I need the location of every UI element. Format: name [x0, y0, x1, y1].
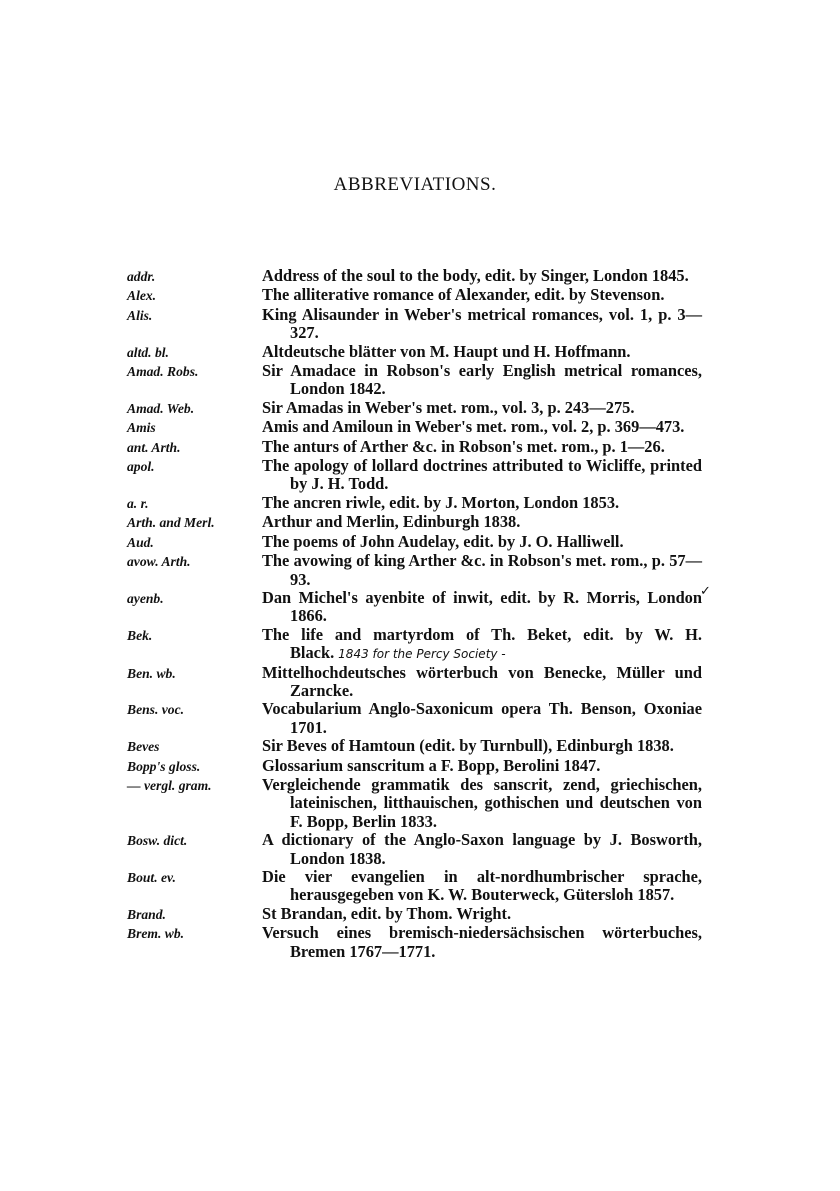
entry-text: Glossarium sanscritum a F. Bopp, Berolini 1847.	[262, 755, 601, 775]
entry-text: The apology of lollard doctrines attributed to Wicliffe, printed by J. H. Todd.	[262, 456, 702, 494]
list-item	[127, 924, 702, 961]
entry-definition	[262, 589, 702, 626]
entry-definition	[262, 267, 702, 285]
entry-text: Sir Amadas in Weber's met. rom., vol. 3, p. 243—275.	[262, 397, 635, 417]
abbreviation-list	[127, 267, 702, 961]
list-item	[127, 552, 702, 589]
list-item	[127, 362, 702, 399]
entry-text: Amis and Amiloun in Weber's met. rom., vol. 2, p. 369—473.	[262, 417, 685, 437]
entry-abbreviation: ayenb.	[127, 590, 164, 606]
entry-text: Vocabularium Anglo-Saxonicum opera Th. Benson, Oxoniae 1701.	[262, 699, 702, 737]
entry-text: King Alisaunder in Weber's metrical romances, vol. 1, p. 3—327.	[262, 304, 702, 343]
entry-text: Die vier evangelien in alt-nordhumbrischer sprache, herausgegeben von K. W. Bouterweck, Gütersloh 1857.	[262, 867, 702, 905]
entry-definition	[262, 343, 702, 361]
entry-abbreviation: avow. Arth.	[127, 554, 191, 570]
entry-text: Mittelhochdeutsches wörterbuch von Benecke, Müller und Zarncke.	[262, 662, 702, 700]
list-item	[127, 831, 702, 868]
list-item	[127, 664, 702, 701]
entry-definition	[262, 924, 702, 961]
entry-definition	[262, 286, 702, 304]
entry-text: Altdeutsche blätter von M. Haupt und H. Hoffmann.	[262, 341, 631, 361]
entry-abbreviation: altd. bl.	[127, 344, 169, 360]
list-item	[127, 737, 702, 756]
entry-abbreviation: Alis.	[127, 307, 153, 323]
entry-text: The alliterative romance of Alexander, edit. by Stevenson.	[262, 285, 665, 305]
entry-abbreviation: Beves	[127, 739, 160, 755]
entry-definition	[262, 757, 702, 775]
entry-definition	[262, 664, 702, 701]
entry-definition	[262, 418, 702, 436]
list-item	[127, 905, 702, 924]
entry-abbreviation: — vergl. gram.	[127, 777, 212, 793]
entry-text: St Brandan, edit. by Thom. Wright.	[262, 903, 512, 923]
entry-definition	[262, 737, 702, 755]
entry-abbreviation: Bens. voc.	[127, 702, 185, 718]
entry-definition	[262, 905, 702, 923]
list-item	[127, 438, 702, 457]
list-item	[127, 868, 702, 905]
entry-text: Arthur and Merlin, Edinburgh 1838.	[262, 512, 521, 532]
entry-definition	[262, 513, 702, 531]
entry-text: Dan Michel's ayenbite of inwit, edit. by R. Morris, London 1866.	[262, 587, 702, 626]
entry-abbreviation: Bosw. dict.	[127, 833, 188, 849]
list-item	[127, 589, 702, 626]
list-item	[127, 776, 702, 831]
entry-abbreviation: Ben. wb.	[127, 665, 176, 681]
entry-abbreviation: Aud.	[127, 534, 154, 550]
entry-abbreviation: ant. Arth.	[127, 439, 181, 455]
handwritten-annotation: 1843 for the Percy Society -	[338, 647, 506, 662]
entry-text: The avowing of king Arther &c. in Robson's met. rom., p. 57—93.	[262, 551, 702, 589]
entry-definition	[262, 831, 702, 868]
entry-definition	[262, 533, 702, 551]
entry-definition	[262, 438, 702, 456]
entry-definition	[262, 399, 702, 417]
check-mark-icon: ✓	[700, 584, 711, 599]
list-item	[127, 286, 702, 305]
list-item	[127, 399, 702, 418]
list-item	[127, 418, 702, 437]
list-item	[127, 267, 702, 286]
entry-text: A dictionary of the Anglo-Saxon language by J. Bosworth, London 1838.	[262, 830, 702, 868]
entry-text: The poems of John Audelay, edit. by J. O. Halliwell.	[262, 531, 624, 551]
entry-abbreviation: Amad. Web.	[127, 400, 195, 416]
list-item	[127, 757, 702, 776]
entry-text: The life and martyrdom of Th. Beket, edit. by W. H. Black.	[262, 624, 702, 663]
entry-text: The ancren riwle, edit. by J. Morton, London 1853.	[262, 492, 620, 512]
entry-abbreviation: Amad. Robs.	[127, 364, 199, 380]
list-item	[127, 457, 702, 494]
entry-definition	[262, 868, 702, 905]
list-item	[127, 700, 702, 737]
entry-abbreviation: Brem. wb.	[127, 926, 185, 942]
entry-text: Versuch eines bremisch-niedersächsischen wörterbuches, Bremen 1767—1771.	[262, 923, 702, 961]
entry-text: Vergleichende grammatik des sanscrit, zend, griechischen, lateinischen, litthauischen, gothischen und deutschen von F. Bopp, Berlin 1833.	[262, 774, 702, 831]
entry-text: Address of the soul to the body, edit. by Singer, London 1845.	[262, 266, 689, 285]
list-item	[127, 306, 702, 343]
entry-abbreviation: Amis	[127, 420, 156, 436]
entry-text: Sir Amadace in Robson's early English metrical romances, London 1842.	[262, 361, 702, 399]
entry-definition	[262, 700, 702, 737]
list-item	[127, 626, 702, 664]
entry-text: Sir Beves of Hamtoun (edit. by Turnbull), Edinburgh 1838.	[262, 736, 674, 756]
entry-abbreviation: Bopp's gloss.	[127, 758, 201, 774]
entry-definition	[262, 494, 702, 512]
list-item	[127, 533, 702, 552]
entry-abbreviation: Brand.	[127, 906, 166, 922]
entry-abbreviation: addr.	[127, 269, 156, 284]
entry-definition	[262, 362, 702, 399]
entry-abbreviation: Arth. and Merl.	[127, 515, 215, 531]
page-title: ABBREVIATIONS.	[333, 174, 497, 195]
list-item	[127, 494, 702, 513]
entry-definition	[262, 306, 702, 343]
entry-abbreviation: apol.	[127, 459, 155, 475]
list-item	[127, 343, 702, 362]
entry-definition	[262, 552, 702, 589]
list-item	[127, 513, 702, 532]
entry-abbreviation: a. r.	[127, 495, 149, 511]
entry-abbreviation: Bek.	[127, 627, 153, 643]
entry-definition	[262, 457, 702, 494]
entry-abbreviation: Alex.	[127, 288, 157, 304]
entry-definition	[262, 626, 702, 664]
entry-definition	[262, 776, 702, 831]
entry-text: The anturs of Arther &c. in Robson's met. rom., p. 1—26.	[262, 436, 665, 456]
entry-abbreviation: Bout. ev.	[127, 870, 176, 885]
